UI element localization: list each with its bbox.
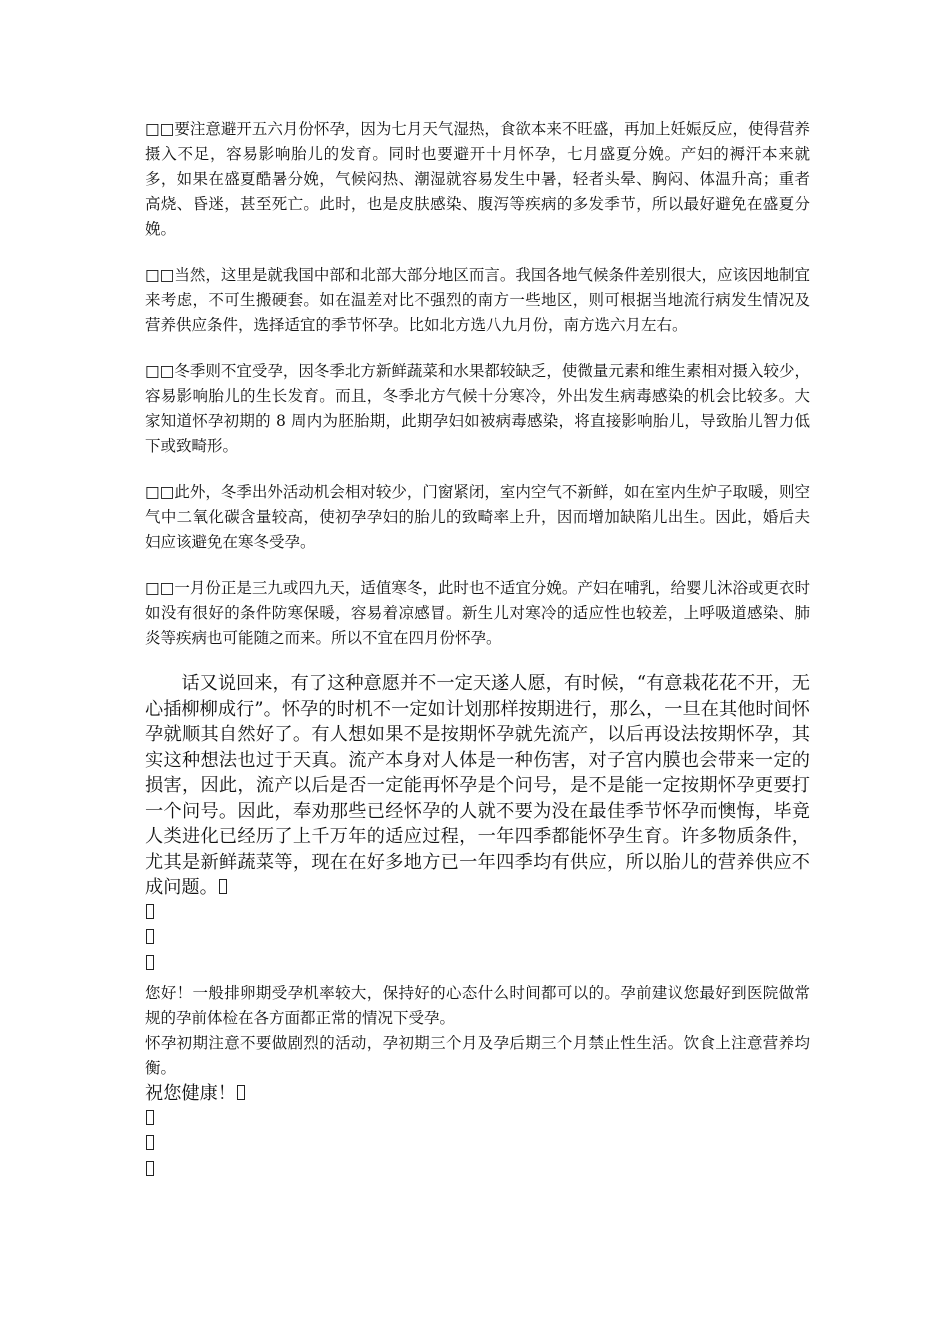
paragraph-3 <box>145 359 810 459</box>
paragraph-2-prefix: □□ <box>145 266 175 284</box>
answer-line-2 <box>145 1031 810 1081</box>
paragraph-2-text: 当然，这里是就我国中部和北部大部分地区而言。我国各地气候条件差别很大，应该因地制宜来考虑，不可生搬硬套。如在温差对比不强烈的南方一些地区，则可根据当地流行病发生情况及营养供应条件，选择适宜的季节怀孕。比如北方选八九月份，南方选六月左右。 <box>145 266 810 334</box>
missing-glyph-icon <box>219 879 227 894</box>
paragraph-3-prefix: □□ <box>145 362 175 380</box>
empty-line <box>145 901 810 927</box>
missing-glyph-icon <box>146 1161 154 1176</box>
main-paragraph <box>145 671 810 901</box>
empty-line <box>145 926 810 952</box>
paragraph-3-text: 冬季则不宜受孕，因冬季北方新鲜蔬菜和水果都较缺乏，使微量元素和维生素相对摄入较少，容易影响胎儿的生长发育。而且，冬季北方气候十分寒冷，外出发生病毒感染的机会比较多。大家知道怀孕初期的 8 周内为胚胎期，此期孕妇如被病毒感染，将直接影响胎儿，导致胎儿智力低下或致畸形。 <box>145 362 810 455</box>
answer-line-2-text: 怀孕初期注意不要做剧烈的活动，孕初期三个月及孕后期三个月禁止性生活。饮食上注意营养均衡。 <box>145 1034 810 1077</box>
paragraph-2 <box>145 263 810 338</box>
missing-glyph-icon <box>237 1085 245 1100</box>
empty-line <box>145 1132 810 1158</box>
closing-text: 祝您健康！ <box>145 1083 236 1104</box>
main-paragraph-text: 话又说回来，有了这种意愿并不一定天遂人愿，有时候，“有意栽花花不开，无心插柳柳成行”。怀孕的时机不一定如计划那样按期进行，那么，一旦在其他时间怀孕就顺其自然好了。有人想如果不是按期怀孕就先流产，以后再设法按期怀孕，其实这种想法也过于天真。流产本身对人体是一种伤害，对子宫内膜也会带来一定的损害，因此，流产以后是否一定能再怀孕是个问号，是不是能一定按期怀孕更要打一个问号。因此，奉劝那些已经怀孕的人就不要为没在最佳季节怀孕而懊悔，毕竟人类进化已经历了上千万年的适应过程，一年四季都能怀孕生育。许多物质条件，尤其是新鲜蔬菜等，现在在好多地方已一年四季均有供应，所以胎儿的营养供应不成问题。 <box>145 673 810 898</box>
missing-glyph-icon <box>146 904 154 919</box>
closing-line <box>145 1081 810 1107</box>
document-page <box>145 117 810 1183</box>
paragraph-5 <box>145 576 810 651</box>
paragraph-4 <box>145 480 810 555</box>
paragraph-1-text: 要注意避开五六月份怀孕，因为七月天气湿热，食欲本来不旺盛，再加上妊娠反应，使得营养摄入不足，容易影响胎儿的发育。同时也要避开十月怀孕，七月盛夏分娩。产妇的褥汗本来就多，如果在盛夏酷暑分娩，气候闷热、潮湿就容易发生中暑，轻者头晕、胸闷、体温升高；重者高烧、昏迷，甚至死亡。此时，也是皮肤感染、腹泻等疾病的多发季节，所以最好避免在盛夏分娩。 <box>145 120 810 238</box>
empty-line <box>145 952 810 978</box>
missing-glyph-icon <box>146 929 154 944</box>
missing-glyph-icon <box>146 1110 154 1125</box>
missing-glyph-icon <box>146 955 154 970</box>
empty-line <box>145 1158 810 1184</box>
paragraph-5-prefix: □□ <box>145 579 175 597</box>
paragraph-1-prefix: □□ <box>145 120 175 138</box>
paragraph-4-text: 此外，冬季出外活动机会相对较少，门窗紧闭，室内空气不新鲜，如在室内生炉子取暖，则空气中二氧化碳含量较高，使初孕孕妇的胎儿的致畸率上升，因而增加缺陷儿出生。因此，婚后夫妇应该避免在寒冬受孕。 <box>145 483 810 551</box>
paragraph-4-prefix: □□ <box>145 483 175 501</box>
empty-line <box>145 1107 810 1133</box>
paragraph-1 <box>145 117 810 242</box>
missing-glyph-icon <box>146 1135 154 1150</box>
answer-line-1 <box>145 981 810 1031</box>
answer-line-1-text: 您好！一般排卵期受孕机率较大，保持好的心态什么时间都可以的。孕前建议您最好到医院做常规的孕前体检在各方面都正常的情况下受孕。 <box>145 984 810 1027</box>
paragraph-5-text: 一月份正是三九或四九天，适值寒冬，此时也不适宜分娩。产妇在哺乳，给婴儿沐浴或更衣时如没有很好的条件防寒保暖，容易着凉感冒。新生儿对寒冷的适应性也较差，上呼吸道感染、肺炎等疾病也可能随之而来。所以不宜在四月份怀孕。 <box>145 579 810 647</box>
